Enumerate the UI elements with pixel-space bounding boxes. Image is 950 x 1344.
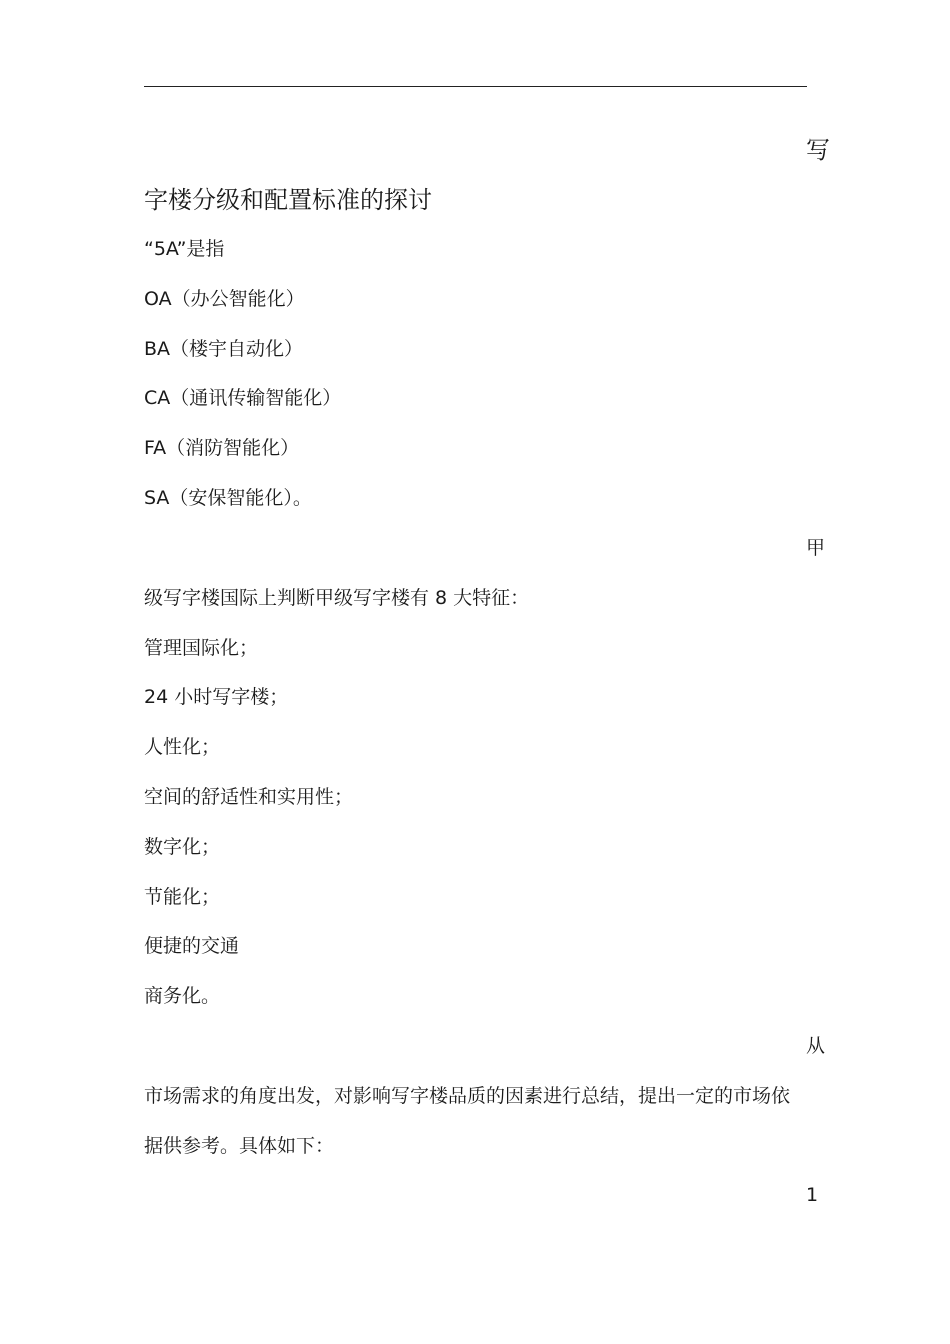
five-a-item-ca: CA（通讯传输智能化） [144, 387, 342, 409]
five-a-item-oa: OA（办公智能化） [144, 288, 305, 310]
market-first-char: 从 [806, 1035, 826, 1057]
title-first-char: 写 [806, 136, 830, 164]
feature-item: 便捷的交通 [144, 935, 240, 957]
feature-item: 人性化； [144, 736, 221, 758]
feature-item: 节能化； [144, 886, 221, 908]
market-line-2: 据供参考。具体如下： [144, 1135, 335, 1157]
feature-item: 24 小时写字楼； [144, 686, 289, 708]
feature-item: 商务化。 [144, 985, 221, 1007]
feature-item: 管理国际化； [144, 637, 259, 659]
feature-item: 数字化； [144, 836, 221, 858]
grade-a-intro: 级写字楼国际上判断甲级写字楼有 8 大特征： [144, 587, 530, 609]
header-rule [144, 86, 807, 87]
feature-item: 空间的舒适性和实用性； [144, 786, 354, 808]
grade-a-first-char: 甲 [806, 537, 826, 559]
five-a-item-sa: SA（安保智能化）。 [144, 487, 312, 509]
intro-line: “5A”是指 [144, 238, 225, 260]
five-a-item-fa: FA（消防智能化） [144, 437, 300, 459]
page-number: 1 [806, 1184, 819, 1206]
five-a-item-ba: BA（楼宇自动化） [144, 338, 304, 360]
page-title: 字楼分级和配置标准的探讨 [144, 186, 432, 214]
market-line-1: 市场需求的角度出发，对影响写字楼品质的因素进行总结，提出一定的市场依 [144, 1085, 791, 1107]
